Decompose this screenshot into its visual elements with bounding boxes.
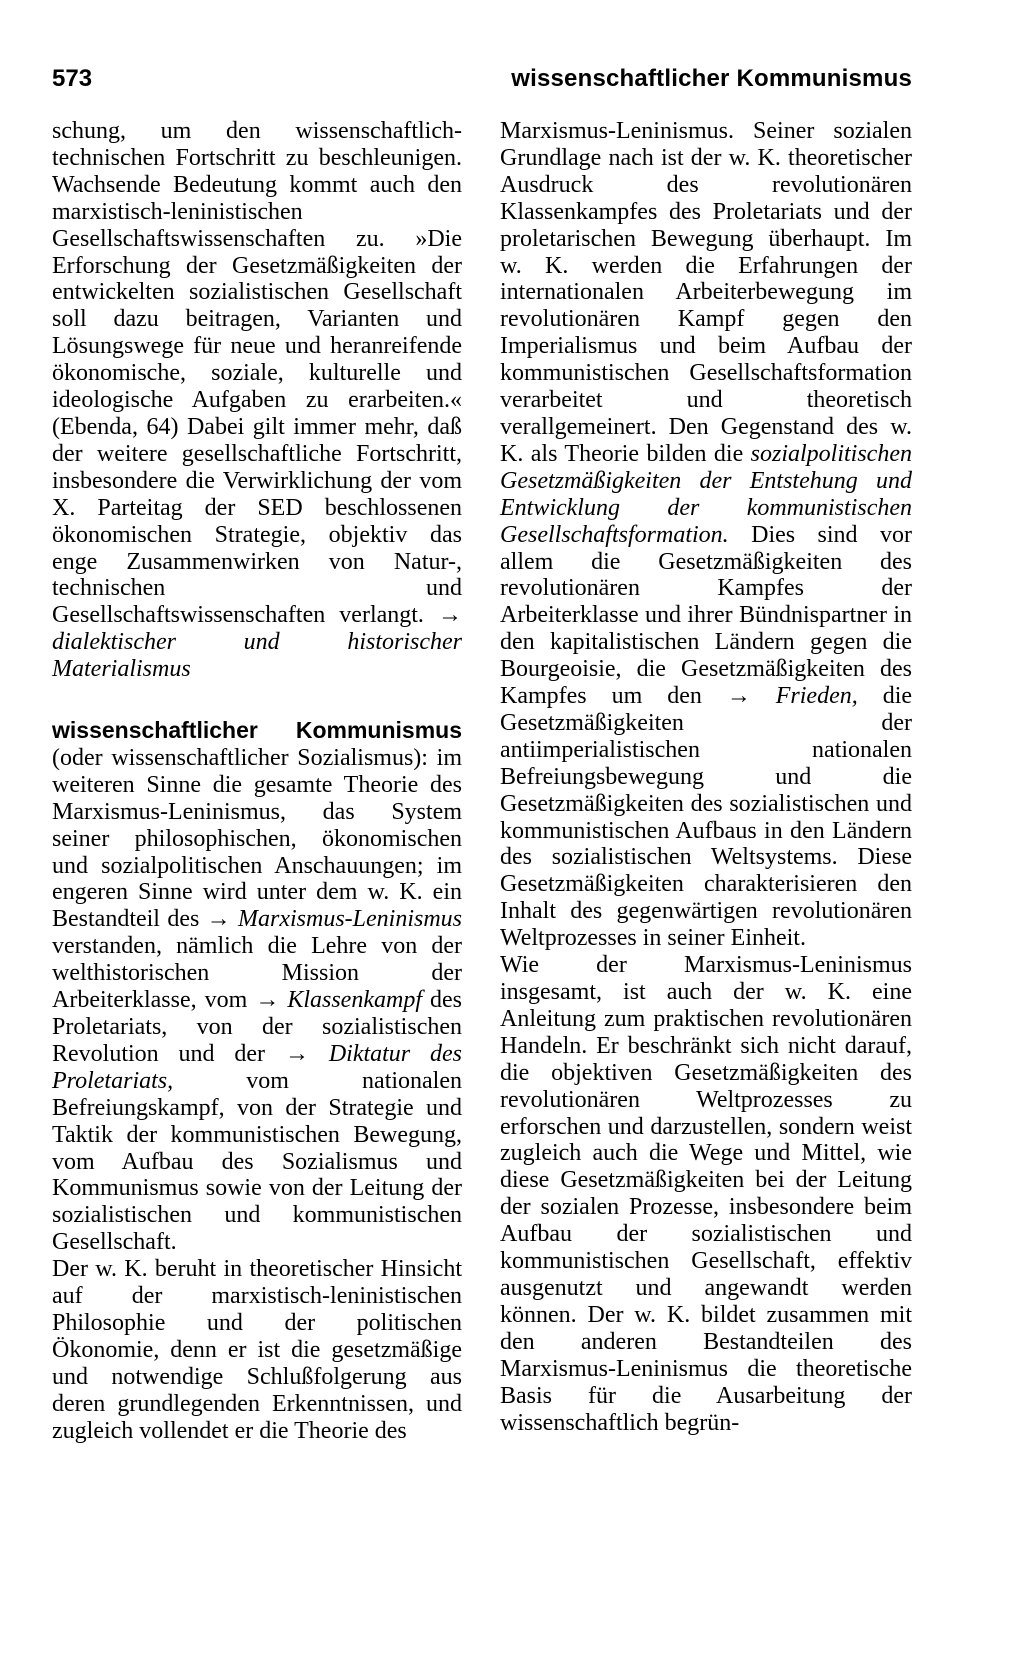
running-title: wissenschaftlicher Kommunismus [511,65,912,92]
cross-reference-link[interactable]: dialektischer und historischer Materialismus [52,629,462,683]
paragraph-text: Dies sind vor allem die Gesetzmäßigkeiten des revolutionären Kampfes der Arbeiterklasse und ihrer Bündnispartner in den kapitalistischen Ländern gegen die Bourgeoisie, die Gesetzmäßigkeiten des Kampfes um den [500,521,912,710]
running-head [52,62,912,96]
paragraph: Der w. K. beruht in theoretischer Hinsicht auf der marxistisch-leninistischen Philosophie und der politischen Ökonomie, denn er ist die gesetzmäßige und notwendige Schlußfolgerung aus deren grundlegenden Erkenntnissen, und zugleich vollendet er die Theorie des [52,1256,462,1444]
entry-text: verstanden, nämlich die Lehre von der welthistorischen Mission der Arbeiterklasse, vom [52,933,462,1014]
paragraph-continuation [52,118,462,683]
paragraph-text: Marxismus-Leninismus. Seiner sozialen Grundlage nach ist der w. K. theoretischer Ausdruck des revolutionären Klassenkampfes des Proletariats und der proletarischen Bewegung überhaupt. Im w. K. werden die Erfahrungen der internationalen Arbeiterbewegung im revolutionären Kampf gegen den Imperialismus und beim Aufbau der kommunistischen Gesellschaftsformation verarbeitet und theoretisch verallgemeinert. Den Gegenstand des w. K. als Theorie bilden die [500,118,912,467]
cross-reference-arrow: → [206,906,231,933]
entry-text: (oder wissenschaftlicher Sozialismus): im weiteren Sinne die gesamte Theorie des Marxismus-Leninismus, das System seiner philosophischen, ökonomischen und sozialpolitischen Anschauungen; im engeren Sinne wird unter dem w. K. ein Bestandteil des [52,744,462,933]
paragraph-text: die Gesetzmäßigkeiten der antiimperialistischen nationalen Befreiungsbewegung und die Gesetzmäßigkeiten des sozialistischen und kommunistischen Aufbaus in den Ländern des sozialistischen Weltsystems. Diese Gesetzmäßigkeiten charakterisieren den Inhalt des gegenwärtigen revolutionären Weltprozesses in seiner Einheit. [500,683,913,952]
entry-text: des Proletariats, von der sozialistischen Revolution und der [52,987,463,1067]
paragraph: Wie der Marxismus-Leninismus insgesamt, ist auch der w. K. eine Anleitung zum praktischen revolutionären Handeln. Er beschränkt sich nicht darauf, die objektiven Gesetzmäßigkeiten des revolutionären Weltprozesses zu erforschen und darzustellen, sondern weist zugleich auch die Wege und Mittel, wie diese Gesetzmäßigkeiten bei der Leitung der sozialen Prozesse, insbesondere beim Aufbau der sozialistischen und kommunistischen Gesellschaft, effektiv ausgenutzt und angewandt werden können. Der w. K. bildet zusammen mit den anderen Bestandteilen des Marxismus-Leninismus die theoretische Basis für die Ausarbeitung der wissenschaftlich begrün- [500,952,912,1436]
cross-reference-arrow: → [726,683,751,710]
entry-spacer [52,683,462,717]
cross-reference-link[interactable]: Klassenkampf [287,987,422,1014]
cross-reference-arrow: → [255,987,280,1014]
cross-reference-link[interactable]: Diktatur des Proletariats, [52,1040,463,1094]
cross-reference-link[interactable]: Frieden, [775,683,858,710]
paragraph [500,118,912,952]
cross-reference-link[interactable]: Marxismus-Leninismus [238,906,463,933]
right-column [500,118,912,1436]
entry-headword: wissenschaftlicher Kommunismus [52,717,462,744]
entry-text: vom nationalen Befreiungskampf, von der Strategie und Taktik der kommunistischen Bewegung, vom Aufbau des Sozialismus und Kommunismus sowie von der Leitung der sozialistischen und kommunistischen Gesellschaft. [52,1067,462,1256]
paragraph-text: schung, um den wissenschaftlich-technischen Fortschritt zu beschleunigen. Wachsende Bedeutung kommt auch den marxistisch-leninistischen Gesellschaftswissenschaften zu. »Die Erforschung der Gesetzmäßigkeiten der entwickelten sozialistischen Gesellschaft soll dazu beitragen, Varianten und Lösungswege für neue und heranreifende ökonomische, soziale, kulturelle und ideologische Aufgaben zu erarbeiten.« (Ebenda, 64) Dabei gilt immer mehr, daß der weitere gesellschaftliche Fortschritt, insbesondere die Verwirklichung der vom X. Parteitag der SED beschlossenen ökonomischen Strategie, objektiv das enge Zusammenwirken von Natur-, technischen und Gesellschaftswissenschaften verlangt. [52,118,462,629]
page-number: 573 [52,65,93,92]
cross-reference-arrow: → [438,602,462,629]
emphasized-text: sozialpolitischen Gesetzmäßigkeiten der Entstehung und Entwicklung der kommunistischen Gesellschaftsformation. [500,440,912,548]
dictionary-entry [52,717,462,1256]
cross-reference-arrow: → [284,1040,309,1067]
left-column [52,118,462,1445]
